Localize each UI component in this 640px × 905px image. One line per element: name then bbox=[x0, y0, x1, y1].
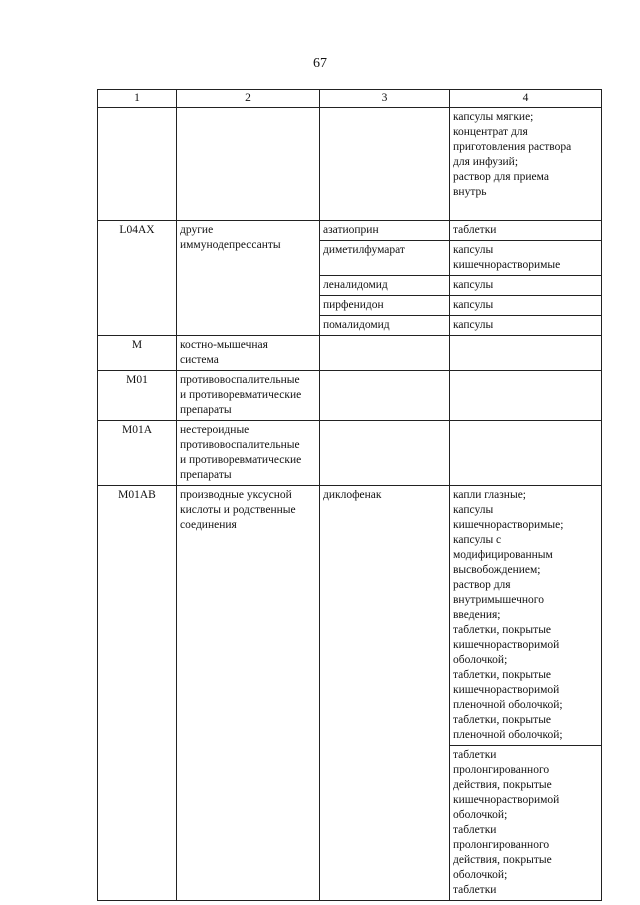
atc-code-cell: M01A bbox=[98, 421, 177, 486]
group-name-line: препараты bbox=[180, 404, 232, 416]
form-line: таблетки, покрытые bbox=[453, 624, 552, 636]
form-line: оболочкой; bbox=[453, 809, 508, 821]
forms-cell: капсулы bbox=[450, 276, 602, 296]
group-name-line: система bbox=[180, 354, 219, 366]
form-line: пролонгированного bbox=[453, 839, 550, 851]
form-line: для инфузий; bbox=[453, 156, 519, 168]
form-line: высвобождением; bbox=[453, 564, 541, 576]
group-name-line: иммунодепрессанты bbox=[180, 239, 281, 251]
atc-code-cell: M bbox=[98, 336, 177, 371]
form-line: кишечнорастворимой bbox=[453, 639, 560, 651]
atc-code-cell: M01 bbox=[98, 371, 177, 421]
table-row bbox=[98, 371, 602, 421]
form-line: таблетки, покрытые bbox=[453, 714, 552, 726]
form-line: капсулы bbox=[453, 504, 494, 516]
drug-table bbox=[97, 89, 602, 901]
header-row bbox=[98, 90, 602, 108]
drug-cell bbox=[320, 108, 450, 221]
form-line: таблетки bbox=[453, 749, 497, 761]
column-header: 1 bbox=[98, 90, 177, 108]
group-name-line: противовоспалительные bbox=[180, 439, 300, 451]
forms-cell bbox=[450, 108, 602, 221]
drug-cell bbox=[320, 421, 450, 486]
forms-cell: капсулы bbox=[450, 296, 602, 316]
table-row bbox=[98, 221, 602, 241]
forms-cell bbox=[450, 241, 602, 276]
form-line: таблетки bbox=[453, 884, 497, 896]
group-name-line: и противоревматические bbox=[180, 389, 302, 401]
table-row bbox=[98, 421, 602, 486]
form-line: внутрь bbox=[453, 186, 487, 198]
drug-name-cell: леналидомид bbox=[320, 276, 450, 296]
drug-name-cell: диклофенак bbox=[320, 486, 450, 901]
form-line: капсулы мягкие; bbox=[453, 111, 534, 123]
group-name-cell bbox=[177, 371, 320, 421]
atc-code-cell: M01AB bbox=[98, 486, 177, 901]
drug-name-cell: помалидомид bbox=[320, 316, 450, 336]
drug-name-cell: пирфенидон bbox=[320, 296, 450, 316]
drug-name-cell: азатиоприн bbox=[320, 221, 450, 241]
column-header: 2 bbox=[177, 90, 320, 108]
page-number: 67 bbox=[313, 56, 327, 71]
group-name-line: кислоты и родственные bbox=[180, 504, 296, 516]
form-line: раствор для приема bbox=[453, 171, 549, 183]
forms-cell bbox=[450, 746, 602, 901]
form-line: приготовления раствора bbox=[453, 141, 572, 153]
forms-cell: таблетки bbox=[450, 221, 602, 241]
form-line: оболочкой; bbox=[453, 654, 508, 666]
form-line: внутримышечного bbox=[453, 594, 544, 606]
form-line: раствор для bbox=[453, 579, 511, 591]
form-line: капсулы bbox=[453, 244, 494, 256]
table-row bbox=[98, 336, 602, 371]
group-name-line: соединения bbox=[180, 519, 237, 531]
group-name-line: производные уксусной bbox=[180, 489, 292, 501]
group-cell bbox=[177, 108, 320, 221]
forms-cell bbox=[450, 486, 602, 746]
drug-cell bbox=[320, 336, 450, 371]
table-row bbox=[98, 108, 602, 221]
form-line: пленочной оболочкой; bbox=[453, 729, 563, 741]
form-line: концентрат для bbox=[453, 126, 528, 138]
form-line: таблетки, покрытые bbox=[453, 669, 552, 681]
forms-cell bbox=[450, 371, 602, 421]
forms-cell: капсулы bbox=[450, 316, 602, 336]
form-line: пролонгированного bbox=[453, 764, 550, 776]
drug-cell bbox=[320, 371, 450, 421]
form-line: капсулы с bbox=[453, 534, 502, 546]
group-name-cell bbox=[177, 421, 320, 486]
group-name-line: нестероидные bbox=[180, 424, 250, 436]
group-name-line: и противоревматические bbox=[180, 454, 302, 466]
form-line: капли глазные; bbox=[453, 489, 526, 501]
form-line: введения; bbox=[453, 609, 501, 621]
group-name-cell bbox=[177, 336, 320, 371]
column-header: 4 bbox=[450, 90, 602, 108]
group-name-line: костно-мышечная bbox=[180, 339, 268, 351]
form-line: оболочкой; bbox=[453, 869, 508, 881]
group-name-cell bbox=[177, 221, 320, 336]
forms-cell bbox=[450, 336, 602, 371]
form-line: таблетки bbox=[453, 824, 497, 836]
form-line: действия, покрытые bbox=[453, 779, 552, 791]
group-name-line: препараты bbox=[180, 469, 232, 481]
drug-name-cell: диметилфумарат bbox=[320, 241, 450, 276]
forms-cell bbox=[450, 421, 602, 486]
form-line: кишечнорастворимые bbox=[453, 259, 561, 271]
form-line: модифицированным bbox=[453, 549, 553, 561]
atc-code-cell: L04AX bbox=[98, 221, 177, 336]
table-row bbox=[98, 486, 602, 746]
code-cell bbox=[98, 108, 177, 221]
form-line: кишечнорастворимой bbox=[453, 684, 560, 696]
group-name-line: другие bbox=[180, 224, 214, 236]
form-line: действия, покрытые bbox=[453, 854, 552, 866]
group-name-line: противовоспалительные bbox=[180, 374, 300, 386]
column-header: 3 bbox=[320, 90, 450, 108]
form-line: кишечнорастворимой bbox=[453, 794, 560, 806]
form-line: кишечнорастворимые; bbox=[453, 519, 564, 531]
form-line: пленочной оболочкой; bbox=[453, 699, 563, 711]
group-name-cell bbox=[177, 486, 320, 901]
